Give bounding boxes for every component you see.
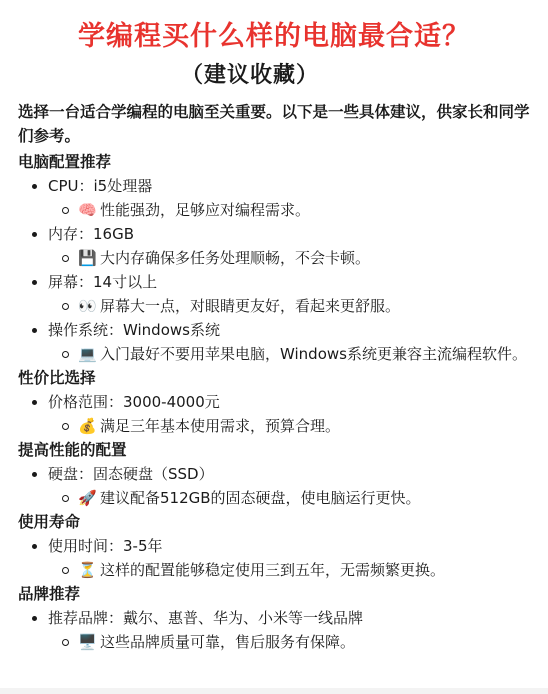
subitem-text: 屏幕大一点，对眼睛更友好，看起来更舒服。: [100, 297, 401, 315]
section-list-performance: [18, 462, 530, 510]
page-title: 学编程买什么样的电脑最合适？: [78, 21, 470, 52]
brain-icon: 🧠: [78, 201, 97, 219]
subitem-text: 入门最好不要用苹果电脑，Windows系统更兼容主流编程软件。: [100, 345, 527, 363]
list-item-memory: 内存：16GB: [18, 222, 530, 246]
subitem-text: 性能强劲，足够应对编程需求。: [100, 201, 311, 219]
subitem-text: 这样的配置能够稳定使用三到五年，无需频繁更换。: [100, 561, 446, 579]
list-item-price: 价格范围：3000-4000元: [18, 390, 530, 414]
subitem-text: 大内存确保多任务处理顺畅，不会卡顿。: [100, 249, 371, 267]
section-heading-value: 性价比选择: [18, 369, 96, 387]
list-item-cpu: CPU：i5处理器: [18, 174, 530, 198]
section-heading-config: 电脑配置推荐: [18, 153, 112, 171]
section-list-lifespan: [18, 534, 530, 582]
list-subitem: [18, 342, 530, 366]
section-list-config: [18, 174, 530, 366]
rocket-icon: 🚀: [78, 489, 97, 507]
section-heading-performance: 提高性能的配置: [18, 441, 127, 459]
intro-paragraph: 选择一台适合学编程的电脑至关重要。以下是一些具体建议，供家长和同学们参考。: [18, 103, 530, 145]
list-subitem: [18, 486, 530, 510]
hourglass-icon: ⏳: [78, 561, 97, 579]
subitem-text: 满足三年基本使用需求，预算合理。: [100, 417, 341, 435]
section-list-value: [18, 390, 530, 438]
section-list-brands: [18, 606, 530, 654]
list-subitem: [18, 630, 530, 654]
section-heading-lifespan: 使用寿命: [18, 513, 81, 531]
list-subitem: [18, 294, 530, 318]
article-body: [18, 100, 530, 654]
list-item-os: 操作系统：Windows系统: [18, 318, 530, 342]
money-bag-icon: 💰: [78, 417, 97, 435]
list-item-brands: 推荐品牌：戴尔、惠普、华为、小米等一线品牌: [18, 606, 530, 630]
bottom-divider: [0, 688, 548, 694]
floppy-disk-icon: 💾: [78, 249, 97, 267]
desktop-computer-icon: 🖥️: [78, 633, 97, 651]
list-subitem: [18, 246, 530, 270]
eyes-icon: 👀: [78, 297, 97, 315]
section-heading-brands: 品牌推荐: [18, 585, 81, 603]
list-item-usage-time: 使用时间：3-5年: [18, 534, 530, 558]
subitem-text: 这些品牌质量可靠，售后服务有保障。: [100, 633, 356, 651]
list-subitem: [18, 198, 530, 222]
list-subitem: [18, 414, 530, 438]
list-item-screen: 屏幕：14寸以上: [18, 270, 530, 294]
page-subtitle: （建议收藏）: [180, 63, 319, 88]
list-item-ssd: 硬盘：固态硬盘（SSD）: [18, 462, 530, 486]
subitem-text: 建议配备512GB的固态硬盘，使电脑运行更快。: [100, 489, 421, 507]
list-subitem: [18, 558, 530, 582]
laptop-icon: 💻: [78, 345, 97, 363]
